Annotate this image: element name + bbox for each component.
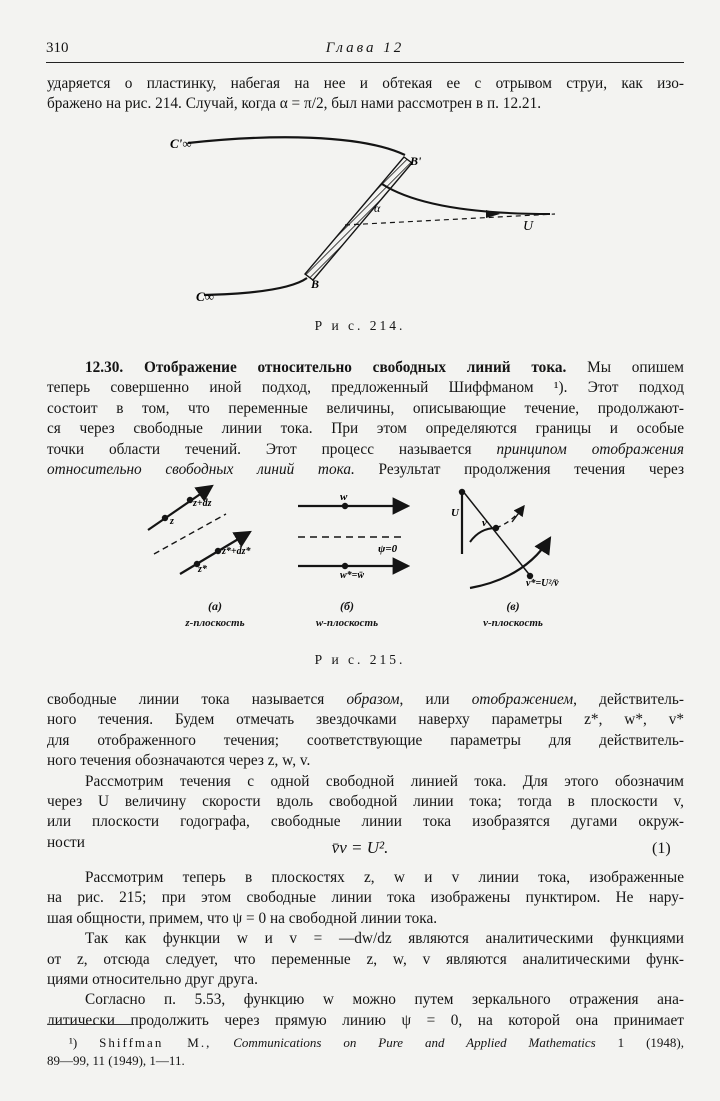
equation-number: (1) xyxy=(652,840,671,857)
lower-free-streamline xyxy=(204,278,307,295)
term: отображением xyxy=(471,691,574,708)
panel-b-letter: (б) xyxy=(340,599,354,613)
text-line: состоит в том, что переменные величины, описывающие течение, продолжают- xyxy=(47,399,684,417)
text-line: ного течения обозначаются через z, w, v. xyxy=(47,752,311,770)
panel-c-v-plane xyxy=(451,489,559,589)
text-line: от z, отсюда следует, что переменные z, w, v являются аналитическими функ- xyxy=(47,950,684,968)
panel-a-z-plane xyxy=(148,486,251,575)
label-b-top: B' xyxy=(410,154,422,168)
text-line: ного течения. Будем отмечать звездочками наверху параметры z*, w*, v* xyxy=(47,711,684,729)
text-line: ности xyxy=(47,833,85,851)
mark-w: w xyxy=(340,491,348,503)
label-c-bottom: C∞ xyxy=(196,289,214,304)
text-line: или плоскости годографа, свободные линии тока изобразятся дугами окруж- xyxy=(47,813,684,831)
text-line: Рассмотрим теперь в плоскостях z, w и v линии тока, изображенные xyxy=(85,869,684,886)
page-number: 310 xyxy=(46,40,69,56)
text-line: циями относительно друг друга. xyxy=(47,971,258,989)
mark-z-star-dz: z*+dz* xyxy=(222,546,251,557)
term: принципом отображения xyxy=(496,440,684,458)
panel-b-w-plane xyxy=(298,491,408,581)
text-line: точки области течений. Этот процесс называется принципом отображения xyxy=(47,440,684,458)
running-header xyxy=(46,40,684,63)
section-heading: 12.30. Отображение относительно свободных линий тока. xyxy=(85,359,567,376)
wake-streamline xyxy=(382,184,550,214)
text-line: относительно свободных линий тока. Результат продолжения течения через xyxy=(47,461,685,479)
upper-free-streamline xyxy=(188,137,405,155)
text-line: литически продолжить через прямую линию ψ = 0, на которой она принимает xyxy=(47,1011,684,1029)
mark-z: z xyxy=(170,516,174,527)
footnote-rule xyxy=(48,1024,134,1025)
text-line: теперь совершенно иной подход, предложенный Шиффманом ¹). Этот подход xyxy=(47,379,684,397)
mark-v-star: v*=U²/v̄ xyxy=(526,578,559,589)
text-line: для отображенного течения; соответствующие параметры для действитель- xyxy=(47,731,684,749)
footnote xyxy=(47,1034,684,1070)
label-c-top: C'∞ xyxy=(170,136,192,151)
intro-paragraph xyxy=(47,74,684,115)
footnote-line: 89—99, 11 (1949), 1—11. xyxy=(47,1053,185,1068)
text-line: ударяется о пластинку, набегая на нее и обтекая ее с отрывом струи, как изо- xyxy=(47,75,684,92)
footnote-line: ¹) Shiffman M., Communications on Pure and Applied Mathematics 1 (1948), xyxy=(69,1035,684,1050)
text-line: через U величину скорости вдоль свободной линии тока; тогда в плоскости v, xyxy=(47,793,684,811)
mark-v: v xyxy=(482,517,487,529)
figure-214-caption: Р и с. 214. xyxy=(314,318,406,333)
label-b-bottom: B xyxy=(311,277,320,291)
panel-b-label: w-плоскость xyxy=(315,617,379,629)
term: образом xyxy=(346,691,400,708)
figure-214 xyxy=(160,130,580,315)
panel-c-letter: (в) xyxy=(506,599,520,613)
text-line: шая общности, примем, что ψ = 0 на свободной линии тока. xyxy=(47,909,438,927)
text-line: Рассмотрим течения с одной свободной линией тока. Для этого обозначим xyxy=(85,772,684,790)
text-line: свободные линии тока называется образом, или отображением, действитель- xyxy=(47,691,684,708)
text-line: Согласно п. 5.53, функцию w можно путем зеркального отражения ана- xyxy=(85,991,684,1009)
chapter-title: Глава 12 xyxy=(325,40,405,56)
text-line: 12.30. Отображение относительно свободных линий тока. Мы опишем xyxy=(85,359,684,376)
panel-c-label: v-плоскость xyxy=(483,617,543,629)
text-line: на рис. 215; при этом свободные линии тока изображены пунктиром. Не нару- xyxy=(47,889,684,907)
plate xyxy=(305,157,412,280)
footnote-journal: Communications on Pure and Applied Mathematics xyxy=(233,1035,596,1050)
mark-u: U xyxy=(451,507,459,519)
label-alpha: α xyxy=(374,201,381,215)
mark-z-star: z* xyxy=(198,564,207,575)
text-line: Так как функции w и v = —dw/dz являются аналитическими функциями xyxy=(85,930,684,948)
mark-z-dz: z+dz xyxy=(193,498,212,509)
body-text-continued xyxy=(47,868,684,1031)
figure-215 xyxy=(140,482,590,602)
mark-w-star: w*=w̄ xyxy=(340,570,365,581)
label-u: U xyxy=(523,219,534,234)
footnote-author: Shiffman M., xyxy=(99,1035,212,1050)
figure-215-caption: Р и с. 215. xyxy=(314,652,406,667)
equation-1: v̄v = U². xyxy=(331,838,389,857)
panel-a-label: z-плоскость xyxy=(185,617,245,629)
body-text xyxy=(47,690,684,853)
text-line: бражено на рис. 214. Случай, когда α = π/2, был нами рассмотрен в п. 12.21. xyxy=(47,95,542,113)
panel-a-letter: (а) xyxy=(208,599,222,613)
text-line: ся через свободные линии тока. При этом определяются границы и особые xyxy=(47,420,684,438)
mark-psi-0: ψ=0 xyxy=(378,543,398,555)
section-paragraph xyxy=(47,358,684,480)
